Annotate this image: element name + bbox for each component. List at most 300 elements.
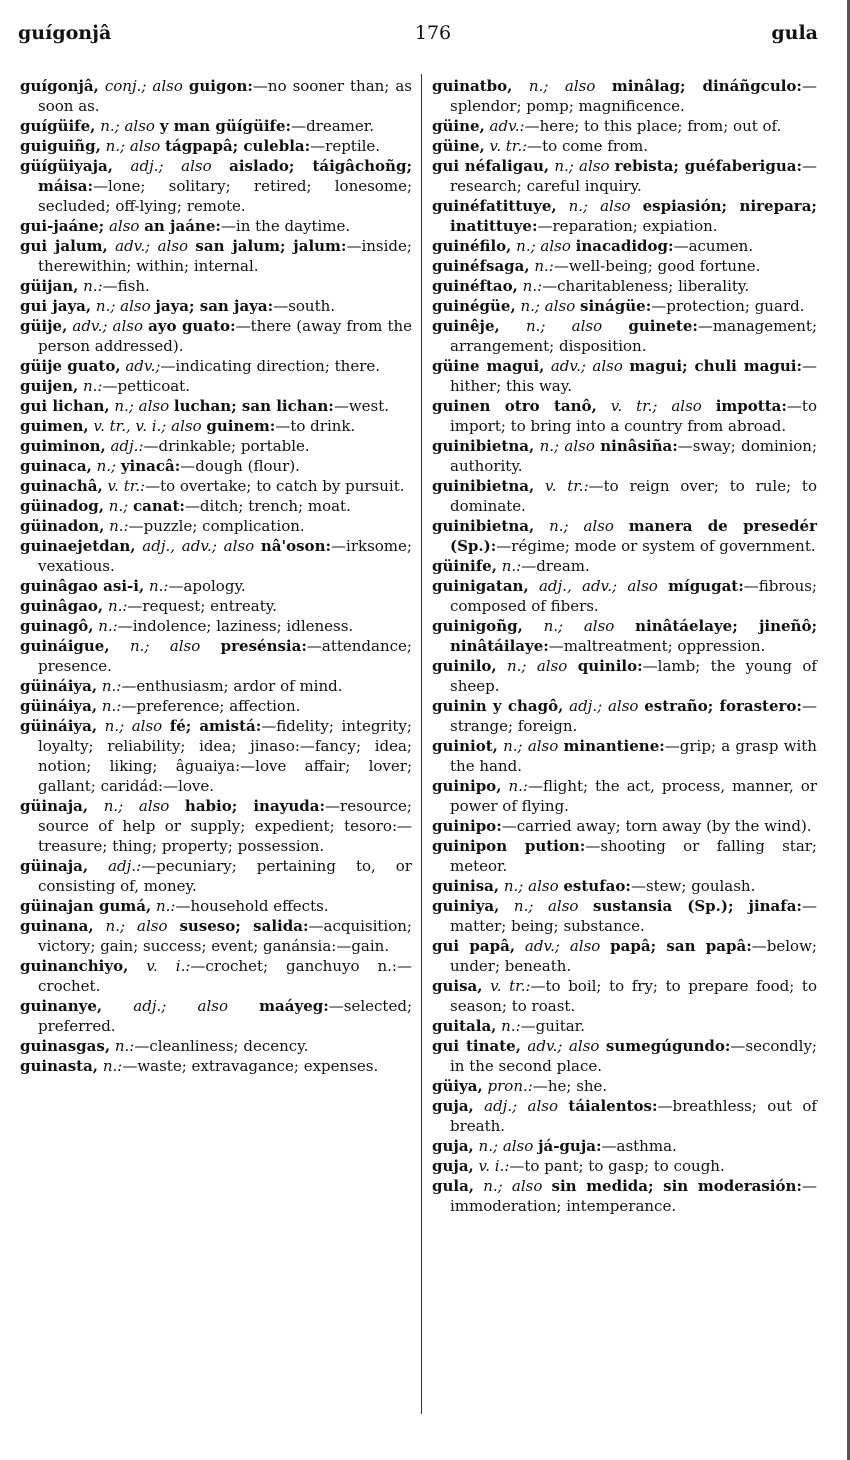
entry-headword: güijan, xyxy=(20,277,79,295)
entry-grammar-label: n.: xyxy=(101,697,122,715)
entry-definition: —protection; guard. xyxy=(651,297,805,315)
entry-grammar-label: n.; xyxy=(103,797,124,815)
entry-definition: —in the daytime. xyxy=(220,217,351,235)
entry-also-label: also xyxy=(112,317,143,335)
entry-grammar-label: n.; xyxy=(554,157,574,175)
entry-also-label: also xyxy=(197,997,228,1015)
dictionary-entry xyxy=(432,276,817,296)
entry-headword: guinéfatittuye, xyxy=(432,197,557,215)
entry-synonyms: guinem: xyxy=(206,417,276,435)
dictionary-entry xyxy=(20,616,412,636)
entry-grammar-label: adj.: xyxy=(108,857,142,875)
entry-synonyms: estraño; forastero: xyxy=(644,697,802,715)
dictionary-entry xyxy=(432,116,817,136)
entry-synonyms: rebista; guéfaberigua: xyxy=(614,157,802,175)
entry-definition: —dreamer. xyxy=(291,117,375,135)
entry-grammar-label: adv.; xyxy=(524,937,560,955)
entry-also-label: also xyxy=(528,877,559,895)
dictionary-entry xyxy=(20,916,412,956)
dictionary-entry xyxy=(432,156,817,196)
entry-also-label: also xyxy=(568,1037,600,1055)
entry-definition: —well-being; good fortune. xyxy=(553,257,761,275)
entry-definition: —enthusiasm; ardor of mind. xyxy=(121,677,343,695)
entry-headword: güine, xyxy=(432,117,485,135)
entry-definition: —there (away from the person addressed). xyxy=(38,317,413,355)
entry-definition: —puzzle; complication. xyxy=(128,517,305,535)
entry-definition: —apology. xyxy=(168,577,246,595)
entry-synonyms: papâ; san papâ: xyxy=(610,937,752,955)
entry-grammar-label: adj.; xyxy=(569,697,603,715)
entry-also-label: also xyxy=(171,417,202,435)
dictionary-entry xyxy=(20,276,412,296)
entry-definition: —dough (flour). xyxy=(180,457,300,475)
entry-headword: guja, xyxy=(432,1137,474,1155)
entry-synonyms: y man güígüife: xyxy=(159,117,292,135)
entry-definition: —maltreatment; oppression. xyxy=(548,637,766,655)
entry-synonyms: espiasión; nirepara; inatittuye: xyxy=(450,197,817,235)
entry-headword: güinajan gumá, xyxy=(20,897,152,915)
dictionary-entry xyxy=(20,996,412,1036)
entry-headword: guinaca, xyxy=(20,457,92,475)
entry-also-label: also xyxy=(152,77,183,95)
dictionary-entry xyxy=(20,76,412,116)
entry-definition: —immoderation; intemperance. xyxy=(450,1177,817,1215)
entry-definition: —fish. xyxy=(102,277,150,295)
dictionary-entry xyxy=(432,196,817,236)
entry-headword: gui papâ, xyxy=(432,937,516,955)
entry-definition: —asthma. xyxy=(601,1137,677,1155)
entry-headword: gui jalum, xyxy=(20,237,108,255)
dictionary-entry xyxy=(20,696,412,716)
entry-definition: —sway; dominion; authority. xyxy=(450,437,817,475)
dictionary-entry xyxy=(20,796,412,856)
right-column xyxy=(432,76,817,1216)
entry-definition: —to boil; to fry; to prepare food; to season; to roast. xyxy=(450,977,817,1015)
entry-also-label: also xyxy=(511,1177,543,1195)
entry-definition: —acumen. xyxy=(673,237,754,255)
entry-synonyms: ninâtáelaye; jineñô; ninâtáilaye: xyxy=(450,617,817,655)
entry-headword: guiminon, xyxy=(20,437,106,455)
dictionary-entry xyxy=(432,236,817,256)
dictionary-entry xyxy=(20,296,412,316)
dictionary-entry xyxy=(20,596,412,616)
entry-definition: —research; careful inquiry. xyxy=(450,157,817,195)
entry-headword: guináigue, xyxy=(20,637,110,655)
entry-definition: —he; she. xyxy=(532,1077,608,1095)
entry-headword: guijen, xyxy=(20,377,79,395)
entry-also-label: also xyxy=(671,397,702,415)
entry-definition: —to pant; to gasp; to cough. xyxy=(509,1157,725,1175)
entry-headword: guja, xyxy=(432,1157,474,1175)
entry-headword: guimen, xyxy=(20,417,89,435)
dictionary-entry xyxy=(20,1036,412,1056)
entry-headword: güine magui, xyxy=(432,357,545,375)
entry-grammar-label: n.; xyxy=(516,237,536,255)
entry-headword: guinégüe, xyxy=(432,297,516,315)
entry-headword: gui néfaligau, xyxy=(432,157,550,175)
dictionary-entry xyxy=(432,256,817,276)
entry-headword: guígonjâ, xyxy=(20,77,99,95)
dictionary-entry xyxy=(20,136,412,156)
header-left-guideword: guígonjâ xyxy=(18,22,112,44)
entry-also-label: also xyxy=(583,517,614,535)
entry-synonyms: guinete: xyxy=(628,317,698,335)
entry-synonyms: guigon: xyxy=(188,77,253,95)
entry-definition: —management; arrangement; disposition. xyxy=(450,317,817,355)
entry-definition: —south. xyxy=(273,297,336,315)
dictionary-entry xyxy=(432,1156,817,1176)
entry-synonyms: habio; inayuda: xyxy=(184,797,326,815)
entry-headword: gui-jaáne; xyxy=(20,217,105,235)
dictionary-entry xyxy=(432,576,817,616)
entry-grammar-label: n.: xyxy=(522,277,543,295)
dictionary-entry xyxy=(20,376,412,396)
entry-headword: guinana, xyxy=(20,917,94,935)
dictionary-entry xyxy=(432,1096,817,1136)
page-header xyxy=(18,22,818,52)
entry-definition: —inside; therewithin; within; internal. xyxy=(38,237,412,275)
entry-grammar-label: n.: xyxy=(109,517,129,535)
dictionary-entry xyxy=(432,396,817,436)
entry-headword: güinadon, xyxy=(20,517,105,535)
entry-also-label: also xyxy=(137,917,168,935)
entry-definition: —lone; solitary; retired; lonesome; secluded; off-lying; remote. xyxy=(38,177,412,215)
entry-also-label: also xyxy=(579,157,610,175)
entry-grammar-label: n.; xyxy=(539,437,560,455)
entry-also-label: also xyxy=(502,1137,534,1155)
entry-synonyms: mígugat: xyxy=(668,577,744,595)
entry-headword: guinigatan, xyxy=(432,577,529,595)
entry-synonyms: jaya; san jaya: xyxy=(155,297,274,315)
entry-synonyms: sustansia (Sp.); jinafa: xyxy=(593,897,802,915)
entry-headword: güináiya, xyxy=(20,697,98,715)
entry-grammar-label: v. tr.: xyxy=(489,137,528,155)
entry-definition: —pecuniary; pertaining to, or consisting of, money. xyxy=(38,857,412,895)
entry-headword: guinen otro tanô, xyxy=(432,397,597,415)
entry-headword: guinéftao, xyxy=(432,277,518,295)
entry-headword: güine, xyxy=(432,137,485,155)
entry-headword: guinâgao, xyxy=(20,597,104,615)
entry-grammar-label: n.; xyxy=(114,397,134,415)
dictionary-entry xyxy=(432,76,817,116)
entry-grammar-label: conj.; xyxy=(104,77,147,95)
dictionary-entry xyxy=(432,1136,817,1156)
entry-also-label: also xyxy=(540,237,571,255)
entry-synonyms: já-guja: xyxy=(538,1137,602,1155)
entry-also-label: also xyxy=(157,237,189,255)
entry-grammar-label: adj.; xyxy=(130,157,164,175)
entry-definition: —to drink. xyxy=(275,417,356,435)
entry-synonyms: inacadidog: xyxy=(575,237,674,255)
entry-headword: guinipo: xyxy=(432,817,502,835)
entry-synonyms: minâlag; dináñgculo: xyxy=(611,77,802,95)
entry-definition: —reparation; expiation. xyxy=(537,217,718,235)
entry-headword: guinibietna, xyxy=(432,437,535,455)
entry-also-label: also xyxy=(124,117,155,135)
entry-headword: guinibietna, xyxy=(432,477,535,495)
entry-also-label: also xyxy=(592,357,623,375)
entry-definition: —dream. xyxy=(521,557,590,575)
entry-headword: guiniya, xyxy=(432,897,500,915)
entry-grammar-label: v. tr., v. i.; xyxy=(93,417,167,435)
entry-also-label: also xyxy=(569,937,601,955)
entry-headword: guinasta, xyxy=(20,1057,99,1075)
dictionary-entry xyxy=(432,1176,817,1216)
entry-grammar-label: adv.; xyxy=(72,317,108,335)
entry-also-label: also xyxy=(181,157,212,175)
entry-headword: guinâgao asi-i, xyxy=(20,577,145,595)
entry-synonyms: nâ'oson: xyxy=(260,537,332,555)
entry-grammar-label: n.: xyxy=(534,257,554,275)
dictionary-entry xyxy=(432,816,817,836)
entry-headword: guinanchiyo, xyxy=(20,957,129,975)
entry-grammar-label: adj., adv.; xyxy=(538,577,618,595)
entry-grammar-label: n.; xyxy=(507,657,527,675)
entry-headword: güinaja, xyxy=(20,797,89,815)
dictionary-entry xyxy=(20,156,412,216)
entry-synonyms: ayo guato: xyxy=(148,317,236,335)
entry-grammar-label: v. tr.: xyxy=(490,977,531,995)
entry-headword: güígüiyaja, xyxy=(20,157,113,175)
entry-headword: guja, xyxy=(432,1097,474,1115)
entry-grammar-label: n.; xyxy=(503,877,524,895)
entry-grammar-label: adv.: xyxy=(489,117,525,135)
entry-grammar-label: n.; xyxy=(525,317,546,335)
entry-synonyms: tágpapâ; culebla: xyxy=(165,137,311,155)
entry-definition: —waste; extravagance; expenses. xyxy=(122,1057,379,1075)
entry-synonyms: canat: xyxy=(132,497,185,515)
dictionary-entry xyxy=(432,436,817,476)
entry-synonyms: sumegúgundo: xyxy=(605,1037,731,1055)
entry-grammar-label: adv.; xyxy=(550,357,586,375)
dictionary-entry xyxy=(432,976,817,1016)
entry-headword: guinanye, xyxy=(20,997,103,1015)
entry-definition: —acquisition; victory; gain; success; event; ganánsia:—gain. xyxy=(38,917,412,955)
entry-definition: —crochet; ganchuyo n.:—crochet. xyxy=(38,957,412,995)
entry-grammar-label: adj.: xyxy=(110,437,144,455)
entry-also-label: also xyxy=(583,617,615,635)
entry-synonyms: minantiene: xyxy=(563,737,665,755)
entry-headword: guinachâ, xyxy=(20,477,103,495)
entry-definition: —household effects. xyxy=(175,897,329,915)
dictionary-entry xyxy=(432,836,817,876)
dictionary-entry xyxy=(20,476,412,496)
entry-grammar-label: n.; xyxy=(483,1177,503,1195)
entry-synonyms: aislado; táigâchoñg; máisa: xyxy=(38,157,412,195)
entry-headword: güiya, xyxy=(432,1077,483,1095)
entry-grammar-label: n.: xyxy=(83,277,103,295)
dictionary-entry xyxy=(432,896,817,936)
entry-definition: —to overtake; to catch by pursuit. xyxy=(145,477,405,495)
entry-also-label: also xyxy=(571,317,603,335)
dictionary-entry xyxy=(432,1016,817,1036)
entry-grammar-label: n.; xyxy=(478,1137,499,1155)
entry-definition: —cleanliness; decency. xyxy=(134,1037,309,1055)
entry-grammar-label: n.; xyxy=(96,457,117,475)
entry-definition: —ditch; trench; moat. xyxy=(184,497,351,515)
entry-grammar-label: n.: xyxy=(107,597,128,615)
entry-grammar-label: n.: xyxy=(82,377,103,395)
entry-definition: —irksome; vexatious. xyxy=(38,537,412,575)
left-column xyxy=(20,76,412,1076)
entry-headword: guinêje, xyxy=(432,317,500,335)
entry-synonyms: yinacâ: xyxy=(120,457,181,475)
dictionary-entry xyxy=(20,436,412,456)
entry-definition: —to come from. xyxy=(527,137,649,155)
entry-grammar-label: adv.; xyxy=(527,1037,563,1055)
entry-grammar-label: pron.: xyxy=(487,1077,533,1095)
entry-grammar-label: n.: xyxy=(98,617,118,635)
entry-headword: güinife, xyxy=(432,557,497,575)
dictionary-entry xyxy=(432,556,817,576)
entry-headword: gui lichan, xyxy=(20,397,110,415)
entry-definition: —breathless; out of breath. xyxy=(450,1097,817,1135)
entry-definition: —attendance; presence. xyxy=(38,637,412,675)
entry-synonyms: fé; amistá: xyxy=(169,717,262,735)
entry-definition: —here; to this place; from; out of. xyxy=(524,117,782,135)
entry-grammar-label: n.; xyxy=(100,117,120,135)
dictionary-entry xyxy=(20,576,412,596)
dictionary-entry xyxy=(20,636,412,676)
entry-grammar-label: v. tr.; xyxy=(610,397,658,415)
entry-headword: guinéfilo, xyxy=(432,237,512,255)
dictionary-entry xyxy=(432,936,817,976)
entry-grammar-label: n.: xyxy=(148,577,169,595)
entry-definition: —régime; mode or system of government. xyxy=(496,537,816,555)
entry-headword: guinaejetdan, xyxy=(20,537,136,555)
dictionary-entry xyxy=(20,956,412,996)
entry-headword: guinibietna, xyxy=(432,517,535,535)
dictionary-entry xyxy=(432,516,817,556)
dictionary-entry xyxy=(20,1056,412,1076)
dictionary-entry xyxy=(432,616,817,656)
entry-grammar-label: n.; xyxy=(520,297,540,315)
entry-headword: guitala, xyxy=(432,1017,497,1035)
entry-grammar-label: v. i.: xyxy=(478,1157,510,1175)
dictionary-entry xyxy=(20,856,412,896)
entry-grammar-label: n.; xyxy=(543,617,564,635)
entry-synonyms: magui; chuli magui: xyxy=(629,357,802,375)
page-number: 176 xyxy=(414,22,452,44)
dictionary-entry xyxy=(432,656,817,696)
dictionary-entry xyxy=(432,876,817,896)
entry-headword: guinatbo, xyxy=(432,77,513,95)
entry-grammar-label: n.; xyxy=(528,77,549,95)
entry-definition: —to reign over; to rule; to dominate. xyxy=(450,477,817,515)
entry-grammar-label: adv.; xyxy=(125,357,161,375)
dictionary-entry xyxy=(20,316,412,356)
entry-definition: —fibrous; composed of fibers. xyxy=(450,577,817,615)
entry-definition: —resource; source of help or supply; expedient; tesoro:—treasure; thing; property; possession. xyxy=(38,797,412,855)
entry-definition: —west. xyxy=(333,397,390,415)
dictionary-entry xyxy=(20,216,412,236)
dictionary-entry xyxy=(20,456,412,476)
entry-grammar-label: v. i.: xyxy=(146,957,191,975)
entry-definition: —stew; goulash. xyxy=(630,877,756,895)
entry-also-label: also xyxy=(223,537,255,555)
entry-definition: —reptile. xyxy=(310,137,381,155)
entry-headword: guinin y chagô, xyxy=(432,697,564,715)
entry-synonyms: manera de presedér (Sp.): xyxy=(450,517,817,555)
dictionary-entry xyxy=(432,316,817,356)
entry-synonyms: an jaáne: xyxy=(144,217,221,235)
entry-definition: —matter; being; substance. xyxy=(450,897,817,935)
entry-also-label: also xyxy=(131,717,163,735)
entry-headword: güije guato, xyxy=(20,357,121,375)
entry-definition: —carried away; torn away (by the wind). xyxy=(501,817,812,835)
column-divider xyxy=(421,74,422,1414)
entry-grammar-label: n.; xyxy=(95,297,116,315)
entry-definition: —indolence; laziness; idleness. xyxy=(117,617,354,635)
entry-also-label: also xyxy=(600,197,631,215)
entry-definition: —below; under; beneath. xyxy=(450,937,817,975)
entry-grammar-label: n.; xyxy=(503,737,523,755)
entry-grammar-label: adj., adv.; xyxy=(142,537,217,555)
dictionary-entry xyxy=(432,1036,817,1076)
entry-definition: —splendor; pomp; magnificence. xyxy=(450,77,817,115)
entry-grammar-label: adj.; xyxy=(484,1097,518,1115)
entry-also-label: also xyxy=(564,437,595,455)
entry-definition: —hither; this way. xyxy=(450,357,817,395)
entry-headword: guinasgas, xyxy=(20,1037,111,1055)
entry-headword: güináiya, xyxy=(20,677,98,695)
dictionary-entry xyxy=(432,356,817,396)
dictionary-entry xyxy=(20,356,412,376)
entry-synonyms: impotta: xyxy=(715,397,787,415)
dictionary-entry xyxy=(432,296,817,316)
entry-synonyms: estufao: xyxy=(563,877,631,895)
entry-definition: —no sooner than; as soon as. xyxy=(38,77,412,115)
entry-synonyms: luchan; san lichan: xyxy=(173,397,334,415)
entry-headword: guinagô, xyxy=(20,617,94,635)
entry-grammar-label: n.: xyxy=(155,897,176,915)
entry-headword: guinilo, xyxy=(432,657,497,675)
entry-grammar-label: n.: xyxy=(114,1037,135,1055)
entry-definition: —preference; affection. xyxy=(121,697,301,715)
entry-definition: —selected; preferred. xyxy=(38,997,412,1035)
entry-grammar-label: n.; xyxy=(104,717,125,735)
entry-headword: guígüife, xyxy=(20,117,96,135)
entry-headword: güije, xyxy=(20,317,68,335)
entry-definition: —shooting or falling star; meteor. xyxy=(450,837,817,875)
dictionary-entry xyxy=(432,136,817,156)
entry-grammar-label: n.: xyxy=(101,677,122,695)
entry-definition: —charitableness; liberality. xyxy=(542,277,750,295)
entry-synonyms: táialentos: xyxy=(568,1097,658,1115)
entry-grammar-label: n.: xyxy=(501,557,522,575)
dictionary-entry xyxy=(432,776,817,816)
entry-grammar-label: n.; xyxy=(108,497,129,515)
entry-definition: —fidelity; integrity; loyalty; reliability; idea; jinaso:—fancy; idea; notion; liking; âguaiya:—love affair; lover; gallant; caridád:—love. xyxy=(38,717,412,795)
entry-grammar-label: adv.; xyxy=(115,237,151,255)
dictionary-entry xyxy=(432,1076,817,1096)
entry-grammar-label: n.; xyxy=(549,517,569,535)
entry-also-label: also xyxy=(564,77,596,95)
entry-also-label: also xyxy=(627,577,658,595)
entry-definition: —request; entreaty. xyxy=(127,597,277,615)
dictionary-entry xyxy=(20,496,412,516)
entry-synonyms: san jalum; jalum: xyxy=(195,237,347,255)
entry-headword: guinisa, xyxy=(432,877,500,895)
dictionary-entry xyxy=(432,476,817,516)
entry-also-label: also xyxy=(536,657,568,675)
entry-also-label: also xyxy=(544,297,576,315)
entry-grammar-label: n.; xyxy=(105,137,126,155)
entry-synonyms: ninâsiña: xyxy=(600,437,678,455)
entry-grammar-label: n.; xyxy=(129,637,150,655)
entry-definition: —to import; to bring into a country from abroad. xyxy=(450,397,817,435)
entry-grammar-label: n.: xyxy=(102,1057,123,1075)
